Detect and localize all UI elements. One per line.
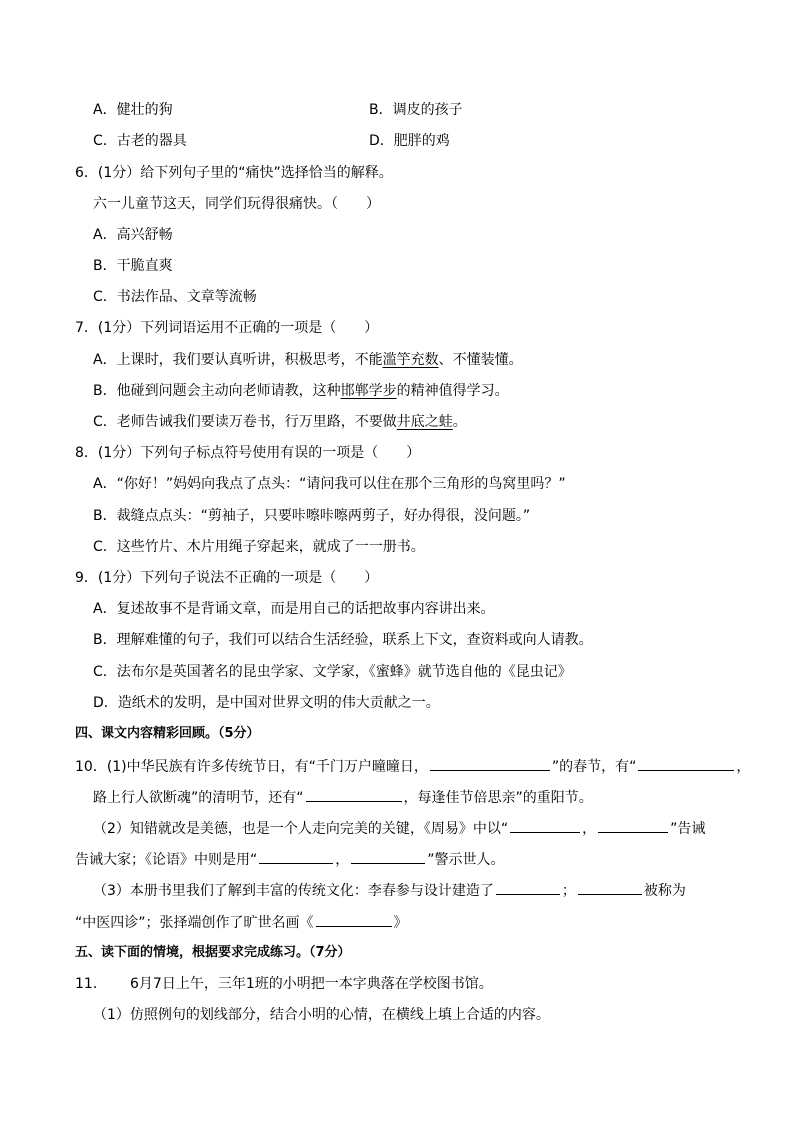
q6-option-c: C．书法作品、文章等流畅	[93, 289, 257, 305]
q9-stem: 9．(1分）下列句子说法不正确的一项是（ ）	[75, 570, 379, 586]
q10-part3-line1	[93, 880, 686, 901]
q7-option-c	[93, 412, 467, 432]
q10-part1-line2	[93, 787, 593, 808]
q11-number: 11．	[75, 976, 107, 992]
q7-option-c-text: C．老师告诫我们要读万卷书，行万里路，不要做	[93, 414, 397, 430]
q10-blank-8[interactable]	[496, 880, 560, 895]
q10-p3-text-b: ；	[561, 883, 576, 899]
q10-part2-line2	[75, 849, 505, 870]
q10-p2-text-b: ，	[582, 821, 597, 837]
q10-p3-text-e: 》	[393, 915, 408, 931]
q6-option-b: B．干脆直爽	[93, 258, 173, 274]
section-4-title: 四、课文内容精彩回顾。（5分）	[75, 726, 260, 741]
q8-option-c: C．这些竹片、木片用绳子穿起来，就成了一一册书。	[93, 539, 425, 555]
q9-option-b: B．理解难懂的句子，我们可以结合生活经验，联系上下文，查资料或向人请教。	[93, 632, 593, 648]
q10-part3-line2	[75, 912, 408, 933]
q10-blank-3[interactable]	[306, 787, 402, 802]
q10-blank-2[interactable]	[638, 756, 734, 771]
q10-p2-text-c: ”告诫	[670, 821, 706, 837]
q7-option-a-idiom: 滥竽充数	[382, 352, 439, 368]
q10-blank-1[interactable]	[430, 756, 550, 771]
q10-p2-text-f: ”警示世人。	[427, 852, 505, 868]
q10-p2-text-d: 告诫大家；《论语》中则是用“	[75, 852, 258, 868]
q7-option-a	[93, 350, 523, 370]
q10-blank-4[interactable]	[510, 818, 580, 833]
q10-p1-text-c: ，	[736, 759, 751, 775]
q8-option-a: A．“你好！”妈妈向我点了点头：“请问我可以住在那个三角形的鸟窝里吗？”	[93, 476, 566, 492]
q7-option-b-tail: 的精神值得学习。	[396, 383, 509, 399]
q8-stem: 8．(1分）下列句子标点符号使用有误的一项是（ ）	[75, 445, 421, 461]
q10-p1-text-b: ”的春节，有“	[551, 759, 637, 775]
q6-sentence: 六一儿童节这天，同学们玩得很痛快。（ ）	[93, 196, 380, 212]
q10-p3-text-d: “中医四诊”；张择端创作了旷世名画《	[75, 915, 314, 931]
q9-option-c: C．法布尔是英国著名的昆虫学家、文学家，《蜜蜂》就节选自他的《昆虫记》	[93, 664, 572, 680]
q10-part1-line1	[75, 756, 750, 777]
q10-p3-text-c: 被称为	[643, 883, 686, 899]
q10-p2-text-a: （2）知错就改是美德，也是一个人走向完美的关键，《周易》中以“	[93, 821, 509, 837]
q5-option-a: A．健壮的狗	[93, 102, 173, 118]
q7-option-a-text: A．上课时，我们要认真听讲，积极思考，不能	[93, 352, 383, 368]
q10-p1-text-e: ，每逢佳节倍思亲”的重阳节。	[403, 790, 593, 806]
q5-option-d: D．肥胖的鸡	[369, 133, 450, 149]
q7-option-b	[93, 381, 509, 401]
q10-blank-10[interactable]	[316, 912, 392, 927]
q9-option-d: D．造纸术的发明，是中国对世界文明的伟大贡献之一。	[93, 695, 440, 711]
q7-option-c-idiom: 井底之蛙	[396, 414, 453, 430]
q11-text: 6月7日上午，三年1班的小明把一本字典落在学校图书馆。	[130, 976, 493, 992]
section-5-title: 五、读下面的情境，根据要求完成练习。（7分）	[75, 945, 351, 960]
q10-p1-text-d: 路上行人欲断魂”的清明节，还有“	[93, 790, 304, 806]
q6-stem: 6．(1分）给下列句子里的“痛快”选择恰当的解释。	[75, 165, 393, 181]
q10-p1-text-a: 10．(1)中华民族有许多传统节日，有“千门万户曈曈日，	[75, 759, 428, 775]
q5-option-b: B．调皮的孩子	[369, 102, 463, 118]
q10-p3-text-a: （3）本册书里我们了解到丰富的传统文化：李春参与设计建造了	[93, 883, 494, 899]
q5-option-c: C．古老的器具	[93, 133, 187, 149]
q10-blank-7[interactable]	[351, 849, 425, 864]
q7-option-b-idiom: 邯郸学步	[340, 383, 397, 399]
q7-option-b-text: B．他碰到问题会主动向老师请教，这种	[93, 383, 341, 399]
q9-option-a: A．复述故事不是背诵文章，而是用自己的话把故事内容讲出来。	[93, 601, 495, 617]
q7-option-a-tail: 、不懂装懂。	[438, 352, 523, 368]
q6-option-a: A．高兴舒畅	[93, 227, 173, 243]
q8-option-b: B．裁缝点点头：“剪袖子，只要咔嚓咔嚓两剪子，好办得很，没问题。”	[93, 508, 531, 524]
q10-blank-9[interactable]	[578, 880, 642, 895]
q10-part2-line1	[93, 818, 705, 839]
q10-blank-6[interactable]	[259, 849, 333, 864]
q11-sub1: （1）仿照例句的划线部分，结合小明的心情，在横线上填上合适的内容。	[93, 1007, 550, 1023]
q10-blank-5[interactable]	[598, 818, 668, 833]
q10-p2-text-e: ，	[335, 852, 350, 868]
q7-option-c-tail: 。	[452, 414, 467, 430]
q7-stem: 7．(1分）下列词语运用不正确的一项是（ ）	[75, 320, 379, 336]
